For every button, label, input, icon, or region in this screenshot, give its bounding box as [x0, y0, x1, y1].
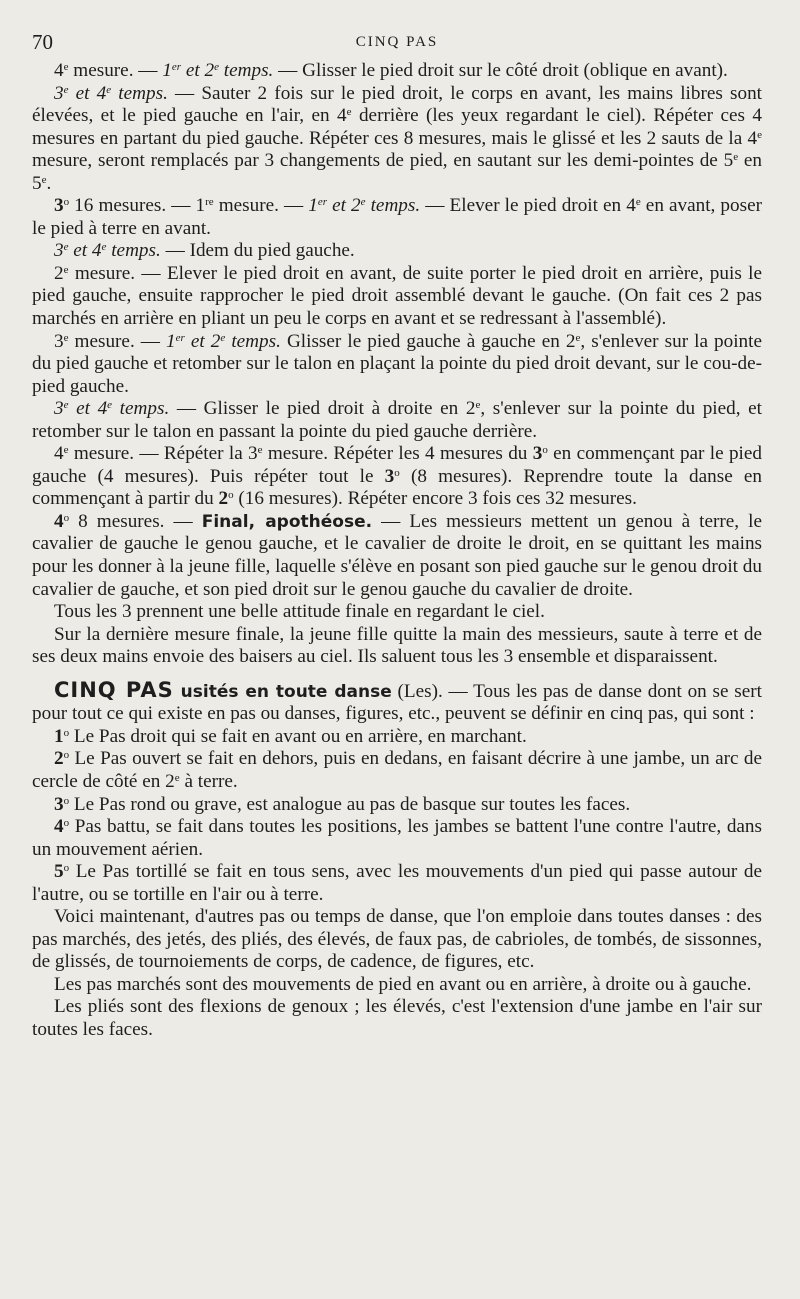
paragraph [32, 906, 762, 974]
paragraph [32, 996, 762, 1041]
paragraph [32, 974, 762, 997]
text-run: Final, apothéose. [201, 511, 373, 532]
page-body [32, 60, 762, 1042]
paragraph [32, 679, 762, 726]
text-run: Le Pas ouvert se fait en dehors, puis en dedans, en faisant décrire à une jambe, un arc de cercle de côté en 2 [32, 748, 762, 792]
paragraph [32, 331, 762, 399]
text-run: , s'enlever sur la pointe du pied gauche et retomber sur le talon en plaçant la pointe du pied droit devant, sur le cou-de-pied gauche. [32, 330, 762, 397]
text-run: — Glisser le pied droit sur le côté droit (oblique en avant). [273, 60, 728, 81]
text-run: Le Pas rond ou grave, est analogue au pas de basque sur toutes les faces. [69, 793, 631, 815]
superscript: e [63, 241, 69, 254]
text-run: (Les). — Tous les pas de danse dont on se sert pour tout ce qui existe en pas ou danses, figures, etc., peuvent se définir en cinq pas, qui sont : [32, 680, 762, 725]
text-run: — Elever le pied droit en 4 [420, 195, 636, 217]
paragraph [32, 748, 762, 793]
paragraph [32, 601, 762, 624]
superscript: e [63, 399, 69, 412]
paragraph [32, 816, 762, 861]
superscript: e [757, 128, 762, 141]
superscript: o [394, 466, 400, 479]
superscript: e [63, 331, 69, 344]
superscript: e [41, 173, 47, 186]
superscript: e [214, 61, 219, 73]
superscript: e [575, 331, 581, 344]
text-run: derrière (les yeux regardant le ciel). Répéter ces 4 mesures en partant du pied gauche. Répéter ces 8 mesures, mais le glissé et les 2 sauts de la 4 [32, 105, 762, 149]
text-run: Le Pas droit qui se fait en avant ou en arrière, en marchant. [69, 725, 527, 747]
text-run: et 4 [68, 82, 107, 104]
text-run: 3 [54, 195, 64, 217]
running-head: CINQ PAS [355, 34, 439, 50]
text-run: en avant, poser le pied à terre en avant. [32, 195, 762, 239]
text-run: 5 [54, 861, 64, 883]
text-run: . [46, 172, 52, 194]
superscript: e [106, 83, 112, 96]
text-run: Les pas marchés sont des mouvements de pied en avant ou en arrière, à droite ou à gauche. [54, 973, 752, 995]
text-run: et 2 [181, 60, 215, 81]
text-run: mesure. — Répéter la 3 [68, 443, 258, 465]
text-run: mesure. — Elever le pied droit en avant, de suite porter le pied droit en arrière, puis le pied gauche, ensuite rapprocher le pied droit assemblé devant le gauche. (On fait ces 2 pas marchés en arrière en pliant un peu le corps en avant et se redressant à l'assemblé). [32, 262, 762, 330]
text-run: mesure, seront remplacés par 3 changements de pied, en sautant sur les demi-pointes de 5 [32, 150, 734, 172]
paragraph [32, 511, 762, 601]
text-run: — Glisser le pied droit à droite en 2 [169, 398, 476, 420]
page-header [32, 30, 762, 60]
text-run: 2 [54, 748, 64, 770]
superscript: e [63, 444, 69, 457]
page-number: 70 [32, 30, 53, 54]
text-run: 3 [54, 240, 64, 262]
text-run: — Les messieurs mettent un genou à terre, le cavalier de gauche le genou gauche, et le cavalier de droite le droit, en se quittant les mains pour les donner à la jeune fille, laquelle s'élève en posant son pied gauche sur le genou droit du cavalier de gauche, et son pied droit sur le genou gauche du cavalier de droite. [32, 510, 762, 600]
superscript: o [63, 726, 70, 739]
superscript: e [174, 771, 180, 784]
text-run: 3 [54, 82, 64, 104]
paragraph [32, 794, 762, 817]
superscript: e [63, 263, 69, 276]
superscript: er [175, 331, 185, 344]
superscript: o [542, 444, 548, 457]
text-run: (16 mesures). Répéter encore 3 fois ces 32 mesures. [233, 488, 637, 510]
text-run: en commençant par le pied gauche (4 mesures). Puis répéter tout le [32, 443, 762, 487]
text-run: 2 [218, 488, 229, 510]
superscript: e [220, 331, 226, 344]
text-run: 4 [54, 816, 64, 838]
text-run: 1 [54, 725, 64, 747]
text-run: Pas battu, se fait dans toutes les positions, les jambes se battent l'une contre l'autre, dans un mouvement aérien. [32, 816, 762, 860]
superscript: re [205, 196, 214, 209]
superscript: e [733, 151, 739, 164]
text-run: 4 [54, 443, 64, 465]
text-run: 16 mesures. — 1 [69, 195, 206, 217]
text-run: , s'enlever sur la pointe du pied, et retomber sur le talon en passant la pointe du pied gauche derrière. [32, 398, 762, 442]
text-run: temps. [106, 240, 161, 262]
text-run: et 2 [184, 330, 221, 352]
text-run: temps. [225, 330, 281, 352]
paragraph [32, 83, 762, 196]
superscript: e [346, 106, 352, 119]
superscript: o [63, 794, 70, 807]
superscript: o [63, 749, 70, 762]
text-run: Les pliés sont des flexions de genoux ; les élevés, c'est l'extension d'une jambe en l'air sur toutes les faces. [32, 996, 762, 1040]
paragraph [32, 624, 762, 669]
text-run: 1 [162, 60, 172, 81]
text-run: à terre. [179, 770, 238, 792]
text-run: 1 [166, 330, 176, 352]
text-run: mesure. Répéter les 4 mesures du [262, 443, 533, 465]
text-run: — Idem du pied gauche. [160, 240, 355, 262]
paragraph [32, 195, 762, 240]
superscript: e [635, 196, 641, 209]
text-run: et 4 [68, 240, 102, 262]
text-run: temps. [365, 195, 421, 217]
text-run: Sur la dernière mesure finale, la jeune fille quitte la main des messieurs, saute à terre et de ses deux mains envoie des baisers au ciel. Ils saluent tous les 3 ensemble et disparaissent. [32, 623, 762, 668]
paragraph [32, 240, 762, 263]
text-run: Glisser le pied gauche à gauche en 2 [280, 330, 576, 352]
superscript: o [63, 862, 70, 875]
text-run: en 5 [32, 150, 762, 194]
text-run: 2 [54, 262, 64, 284]
text-run: mesure. — [213, 195, 309, 217]
superscript: e [63, 83, 69, 96]
paragraph [32, 60, 762, 83]
text-run: usités en toute danse [173, 681, 392, 702]
text-run: temps. [218, 60, 274, 81]
text-run: et 4 [68, 398, 108, 420]
text-run: 1 [308, 195, 318, 217]
book-page [32, 30, 762, 1280]
superscript: e [63, 61, 69, 73]
text-run: 3 [54, 793, 64, 815]
superscript: e [257, 444, 263, 457]
text-run: temps. [112, 398, 170, 420]
text-run: Voici maintenant, d'autres pas ou temps de danse, que l'on emploie dans toutes danses : des pas marchés, des jetés, des pliés, des élevés, de faux pas, de cabrioles, de tombés, de sissonnes, de glissés, de tournoiements de corps, de cadence, de figures, etc. [32, 906, 762, 973]
superscript: er [171, 61, 182, 73]
superscript: o [228, 489, 234, 502]
superscript: e [107, 399, 113, 412]
text-run: 4 [54, 510, 64, 532]
text-run: CINQ PAS [54, 677, 174, 702]
superscript: o [63, 817, 70, 830]
superscript: e [475, 399, 481, 412]
paragraph [32, 443, 762, 511]
text-run: (8 mesures). Reprendre toute la danse en commençant à partir du [32, 465, 763, 510]
text-run: 3 [54, 330, 64, 352]
text-run: 3 [532, 443, 543, 465]
text-run: et 2 [327, 195, 361, 217]
superscript: o [63, 196, 70, 209]
superscript: e [360, 196, 366, 209]
paragraph [32, 263, 762, 331]
text-run: Le Pas tortillé se fait en tous sens, avec les mouvements d'un pied qui passe autour de l'autre, ou se tortille en l'air ou à terre. [32, 861, 762, 905]
text-run: mesure. — [68, 330, 167, 352]
text-run: — Sauter 2 fois sur le pied droit, le corps en avant, les mains libres sont élevées, et le pied gauche en l'air, en 4 [32, 82, 763, 127]
text-run: 8 mesures. — [69, 510, 202, 532]
text-run: 4 [54, 60, 64, 81]
superscript: o [63, 511, 70, 524]
text-run: mesure. — [68, 60, 163, 81]
text-run: temps. [111, 82, 168, 104]
text-run: 3 [384, 465, 395, 487]
superscript: e [101, 241, 107, 254]
superscript: er [317, 196, 328, 209]
paragraph [32, 861, 762, 906]
paragraph [32, 398, 762, 443]
paragraph [32, 726, 762, 749]
text-run: 3 [54, 398, 64, 420]
text-run: Tous les 3 prennent une belle attitude finale en regardant le ciel. [54, 601, 545, 623]
